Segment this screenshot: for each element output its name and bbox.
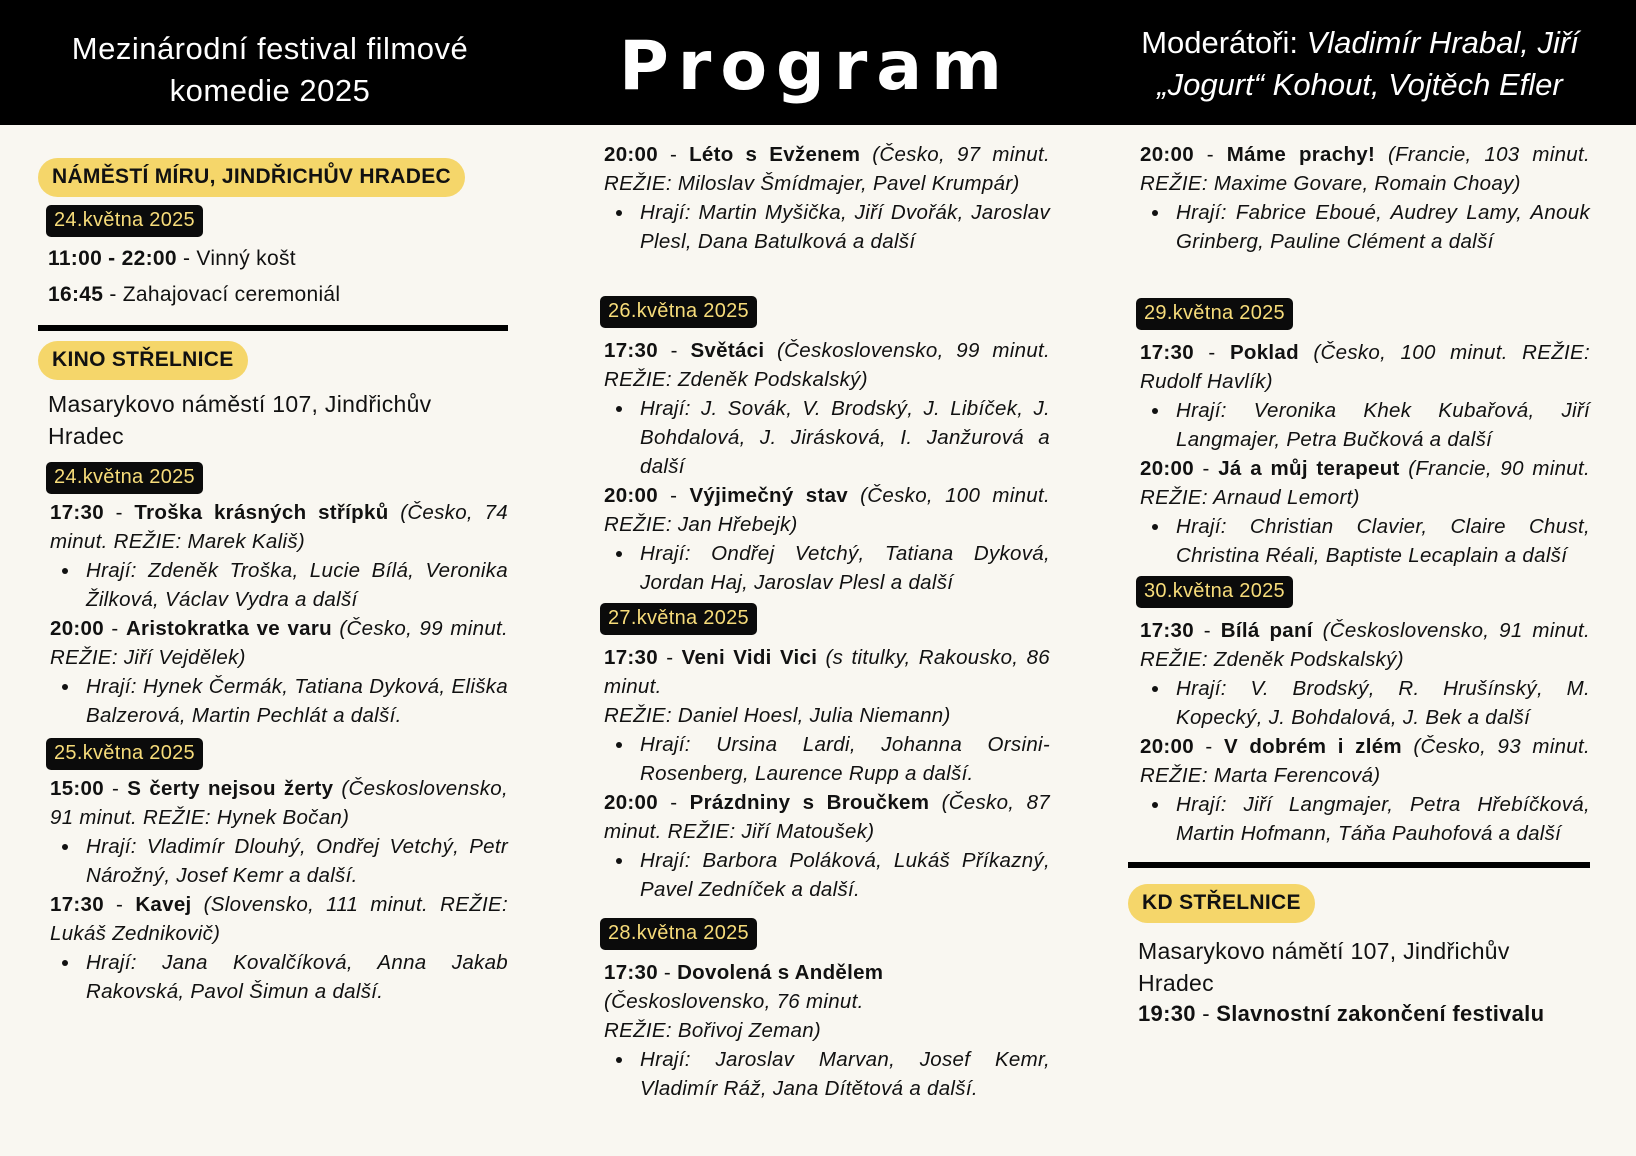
cast-text: Hrají: J. Sovák, V. Brodský, J. Libíček, J. Bohdalová, J. Jirásková, I. Janžurová a další bbox=[640, 397, 1050, 478]
program-column-2 bbox=[592, 140, 1050, 1103]
date-badge: 24.května 2025 bbox=[46, 205, 203, 237]
header-bar bbox=[0, 0, 1636, 125]
film-cast bbox=[1128, 674, 1590, 732]
event-time: 16:45 bbox=[48, 283, 104, 306]
bullet-icon bbox=[1152, 408, 1158, 414]
film-details: (Česko, 87 minut. REŽIE: Jiří Matoušek) bbox=[604, 791, 1050, 843]
film-title: Dovolená s Andělem bbox=[677, 961, 884, 984]
film-cast bbox=[1128, 512, 1590, 570]
film-details: (Francie, 103 minut. REŽIE: Maxime Govare, Romain Choay) bbox=[1140, 143, 1590, 195]
cast-text: Hrají: Zdeněk Troška, Lucie Bílá, Veronika Žilková, Václav Vydra a další bbox=[86, 559, 508, 611]
film-time: 20:00 bbox=[1140, 143, 1194, 166]
event-time: 19:30 bbox=[1138, 1001, 1196, 1026]
film-entry: 17:30 - Dovolená s Andělem (Československo, 76 minut. REŽIE: Bořivoj Zeman) bbox=[604, 961, 884, 1042]
cast-text: Hrají: Ondřej Vetchý, Tatiana Dyková, Jordan Haj, Jaroslav Plesl a další bbox=[640, 542, 1050, 594]
cast-text: Hrají: Fabrice Eboué, Audrey Lamy, Anouk Grinberg, Pauline Clément a další bbox=[1176, 201, 1590, 253]
film-cast bbox=[592, 846, 1050, 904]
film-details: (Česko, 100 minut. REŽIE: Rudolf Havlík) bbox=[1140, 341, 1591, 393]
film-time: 20:00 bbox=[1140, 735, 1194, 758]
film-details: (Česko, 99 minut. REŽIE: Jiří Vejdělek) bbox=[50, 617, 509, 669]
bullet-icon bbox=[62, 844, 68, 850]
film-entry: 17:30 - Kavej (Slovensko, 111 minut. REŽIE: Lukáš Zednikovič) bbox=[50, 893, 508, 945]
bullet-icon bbox=[1152, 210, 1158, 216]
film-title: S čerty nejsou žerty bbox=[127, 777, 334, 800]
bullet-icon bbox=[616, 210, 622, 216]
bullet-icon bbox=[616, 742, 622, 748]
film-title: Výjimečný stav bbox=[689, 484, 848, 507]
film-title: V dobrém i zlém bbox=[1223, 735, 1402, 758]
film-time: 20:00 bbox=[50, 617, 104, 640]
film-cast bbox=[592, 730, 1050, 788]
cast-text: Hrají: Jaroslav Marvan, Josef Kemr, Vladimír Ráž, Jana Dítětová a další. bbox=[640, 1048, 1050, 1100]
film-time: 20:00 bbox=[1140, 457, 1194, 480]
event-time: 11:00 - 22:00 bbox=[48, 247, 177, 270]
date-badge: 24.května 2025 bbox=[46, 462, 203, 494]
bullet-icon bbox=[62, 684, 68, 690]
film-time: 17:30 bbox=[50, 893, 104, 916]
film-cast bbox=[38, 556, 508, 614]
page-title: Program bbox=[618, 27, 1012, 106]
film-cast bbox=[1128, 198, 1590, 256]
film-entry: 20:00 - Výjimečný stav (Česko, 100 minut. REŽIE: Jan Hřebejk) bbox=[604, 484, 1050, 536]
cast-text: Hrají: Christian Clavier, Claire Chust, Christina Réali, Baptiste Lecaplain a další bbox=[1176, 515, 1590, 567]
cast-text: Hrají: Hynek Čermák, Tatiana Dyková, Eliška Balzerová, Martin Pechlát a další. bbox=[86, 675, 508, 727]
film-title: Kavej bbox=[135, 893, 192, 916]
film-title: Poklad bbox=[1229, 341, 1299, 364]
film-time: 20:00 bbox=[604, 791, 658, 814]
film-time: 17:30 bbox=[1140, 619, 1194, 642]
film-cast bbox=[38, 832, 508, 890]
venue-address: Masarykovo náměstí 107, Jindřichův Hradec bbox=[48, 391, 432, 449]
event-name: Vinný košt bbox=[196, 247, 296, 270]
film-details: (Československo, 76 minut. bbox=[604, 990, 864, 1013]
event-item: 19:30 - Slavnostní zakončení festivalu bbox=[1138, 1001, 1545, 1026]
cast-text: Hrají: Jiří Langmajer, Petra Hřebíčková, Martin Hofmann, Táňa Pauhofová a další bbox=[1176, 793, 1590, 845]
bullet-icon bbox=[616, 406, 622, 412]
date-badge: 27.května 2025 bbox=[600, 603, 757, 635]
moderators-label: Moderátoři: bbox=[1141, 25, 1298, 60]
date-badge: 25.května 2025 bbox=[46, 738, 203, 770]
bullet-icon bbox=[1152, 802, 1158, 808]
film-cast bbox=[592, 198, 1050, 256]
film-entry: 17:30 - Poklad (Česko, 100 minut. REŽIE: Rudolf Havlík) bbox=[1140, 341, 1591, 393]
film-details: (s titulky, Rakousko, 86 minut. bbox=[604, 646, 1050, 698]
film-title: Aristokratka ve varu bbox=[125, 617, 332, 640]
bullet-icon bbox=[62, 960, 68, 966]
cast-text: Hrají: Martin Myšička, Jiří Dvořák, Jaroslav Plesl, Dana Batulková a další bbox=[640, 201, 1050, 253]
film-title: Bílá paní bbox=[1220, 619, 1313, 642]
film-details: (Česko, 93 minut. REŽIE: Marta Ferencová) bbox=[1140, 735, 1591, 787]
cast-text: Hrají: Barbora Poláková, Lukáš Příkazný, Pavel Zedníček a další. bbox=[640, 849, 1050, 901]
film-details: REŽIE: Daniel Hoesl, Julia Niemann) bbox=[604, 704, 951, 727]
film-details: (Česko, 100 minut. REŽIE: Jan Hřebejk) bbox=[604, 484, 1050, 536]
film-cast bbox=[592, 539, 1050, 597]
event-item: 11:00 - 22:00 - Vinný košt bbox=[48, 247, 296, 270]
film-entry: 17:30 - Bílá paní (Československo, 91 minut. REŽIE: Zdeněk Podskalský) bbox=[1140, 619, 1591, 671]
film-time: 17:30 bbox=[604, 339, 658, 362]
film-cast bbox=[38, 948, 508, 1006]
film-title: Troška krásných střípků bbox=[134, 501, 389, 524]
film-entry: 20:00 - V dobrém i zlém (Česko, 93 minut. REŽIE: Marta Ferencová) bbox=[1140, 735, 1591, 787]
film-entry: 20:00 - Aristokratka ve varu (Česko, 99 minut. REŽIE: Jiří Vejdělek) bbox=[50, 617, 509, 669]
cast-text: Hrají: Vladimír Dlouhý, Ondřej Vetchý, Petr Nárožný, Josef Kemr a další. bbox=[86, 835, 508, 887]
film-details: REŽIE: Bořivoj Zeman) bbox=[604, 1019, 822, 1042]
program-column-3 bbox=[1128, 140, 1590, 1029]
film-entry: 20:00 - Máme prachy! (Francie, 103 minut. REŽIE: Maxime Govare, Romain Choay) bbox=[1140, 143, 1590, 195]
film-time: 20:00 bbox=[604, 484, 658, 507]
event-name: Slavnostní zakončení festivalu bbox=[1216, 1001, 1545, 1026]
film-entry: 20:00 - Prázdniny s Broučkem (Česko, 87 minut. REŽIE: Jiří Matoušek) bbox=[604, 791, 1050, 843]
venue-label: KD STŘELNICE bbox=[1128, 884, 1315, 923]
film-title: Veni Vidi Vici bbox=[681, 646, 818, 669]
film-time: 17:30 bbox=[604, 646, 658, 669]
bullet-icon bbox=[616, 1057, 622, 1063]
date-badge: 26.května 2025 bbox=[600, 296, 757, 328]
event-item: 16:45 - Zahajovací ceremoniál bbox=[48, 283, 341, 306]
moderators bbox=[1100, 22, 1620, 106]
bullet-icon bbox=[1152, 686, 1158, 692]
film-title: Máme prachy! bbox=[1226, 143, 1376, 166]
film-cast bbox=[38, 672, 508, 730]
film-details: (Československo, 91 minut. REŽIE: Zdeněk Podskalský) bbox=[1140, 619, 1591, 671]
film-time: 17:30 bbox=[604, 961, 658, 984]
film-cast bbox=[1128, 396, 1590, 454]
film-entry: 20:00 - Léto s Evženem (Česko, 97 minut. REŽIE: Miloslav Šmídmajer, Pavel Krumpár) bbox=[604, 143, 1050, 195]
cast-text: Hrají: V. Brodský, R. Hrušínský, M. Kopecký, J. Bohdalová, J. Bek a další bbox=[1176, 677, 1590, 729]
event-name: Zahajovací ceremoniál bbox=[122, 283, 341, 306]
film-details: (Československo, 99 minut. REŽIE: Zdeněk Podskalský) bbox=[604, 339, 1051, 391]
bullet-icon bbox=[62, 568, 68, 574]
moderators-names: Vladimír Hrabal, Jiří „Jogurt“ Kohout, Vojtěch Efler bbox=[1157, 25, 1579, 102]
film-title: Já a můj terapeut bbox=[1218, 457, 1400, 480]
film-details: (Česko, 97 minut. REŽIE: Miloslav Šmídmajer, Pavel Krumpár) bbox=[604, 143, 1050, 195]
date-badge: 29.května 2025 bbox=[1136, 298, 1293, 330]
film-entry: 17:30 - Světáci (Československo, 99 minut. REŽIE: Zdeněk Podskalský) bbox=[604, 339, 1051, 391]
film-cast bbox=[1128, 790, 1590, 848]
film-title: Léto s Evženem bbox=[689, 143, 861, 166]
film-details: (Slovensko, 111 minut. REŽIE: Lukáš Zednikovič) bbox=[50, 893, 508, 945]
venue-address: Masarykovo námětí 107, Jindřichův Hradec bbox=[1138, 938, 1510, 996]
venue-label: KINO STŘELNICE bbox=[38, 341, 248, 380]
film-title: Světáci bbox=[690, 339, 765, 362]
film-cast bbox=[592, 394, 1050, 481]
film-cast bbox=[592, 1045, 1050, 1103]
film-time: 17:30 bbox=[50, 501, 104, 524]
festival-name: Mezinárodní festival filmové komedie 2025 bbox=[71, 31, 469, 108]
bullet-icon bbox=[616, 551, 622, 557]
film-time: 15:00 bbox=[50, 777, 104, 800]
film-entry: 17:30 - Troška krásných střípků (Česko, 74 minut. REŽIE: Marek Kališ) bbox=[50, 501, 508, 553]
film-time: 20:00 bbox=[604, 143, 658, 166]
bullet-icon bbox=[1152, 524, 1158, 530]
film-details: (Francie, 90 minut. REŽIE: Arnaud Lemort) bbox=[1140, 457, 1590, 509]
film-details: (Česko, 74 minut. REŽIE: Marek Kališ) bbox=[50, 501, 508, 553]
venue-label: NÁMĚSTÍ MÍRU, JINDŘICHŮV HRADEC bbox=[38, 158, 465, 197]
bullet-icon bbox=[616, 858, 622, 864]
cast-text: Hrají: Veronika Khek Kubařová, Jiří Langmajer, Petra Bučková a další bbox=[1176, 399, 1590, 451]
film-entry: 15:00 - S čerty nejsou žerty (Československo, 91 minut. REŽIE: Hynek Bočan) bbox=[50, 777, 508, 829]
date-badge: 28.května 2025 bbox=[600, 918, 757, 950]
date-badge: 30.května 2025 bbox=[1136, 576, 1293, 608]
film-entry: 17:30 - Veni Vidi Vici (s titulky, Rakousko, 86 minut. REŽIE: Daniel Hoesl, Julia Niemann) bbox=[604, 646, 1050, 727]
film-time: 17:30 bbox=[1140, 341, 1194, 364]
film-details: (Československo, 91 minut. REŽIE: Hynek Bočan) bbox=[50, 777, 508, 829]
program-column-1 bbox=[38, 140, 508, 1006]
film-entry: 20:00 - Já a můj terapeut (Francie, 90 minut. REŽIE: Arnaud Lemort) bbox=[1140, 457, 1590, 509]
film-title: Prázdniny s Broučkem bbox=[689, 791, 930, 814]
cast-text: Hrají: Ursina Lardi, Johanna Orsini-Rosenberg, Laurence Rupp a další. bbox=[640, 733, 1050, 785]
cast-text: Hrají: Jana Kovalčíková, Anna Jakab Rakovská, Pavol Šimun a další. bbox=[86, 951, 508, 1003]
